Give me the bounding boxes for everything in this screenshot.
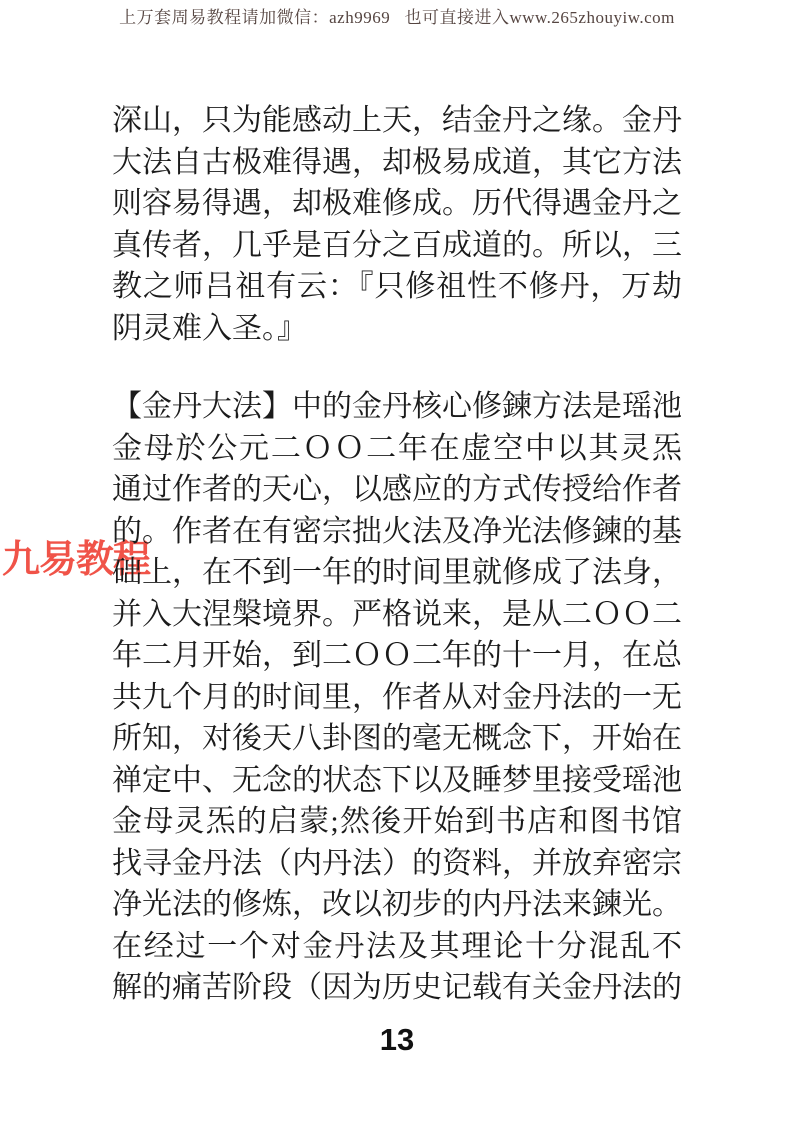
text-line: 金母灵炁的启蒙;然後开始到书店和图书馆: [112, 805, 682, 838]
text-line: 所知，对後天八卦图的毫无概念下，开始在: [112, 722, 682, 755]
text-line: 净光法的修炼，改以初步的内丹法来鍊光。: [112, 888, 682, 921]
text-line: 年二月开始，到二ＯＯ二年的十一月，在总: [112, 639, 682, 672]
text-line: 的。作者在有密宗拙火法及净光法修鍊的基: [112, 514, 682, 548]
text-line: 禅定中、无念的状态下以及睡梦里接受瑶池: [112, 763, 682, 797]
text-line: 解的痛苦阶段（因为历史记载有关金丹法的: [112, 971, 682, 1004]
text-line: 金母於公元二ＯＯ二年在虚空中以其灵炁: [112, 431, 682, 465]
text-line: 深山，只为能感动上天，结金丹之缘。金丹: [112, 104, 682, 137]
body-text: [112, 100, 682, 1009]
text-line: 在经过一个对金丹法及其理论十分混乱不: [112, 929, 682, 963]
page-number: 13: [379, 1022, 415, 1057]
text-line: 教之师吕祖有云：『只修祖性不修丹，万劫: [112, 270, 682, 303]
text-line: 大法自古极难得遇，却极易成道，其它方法: [112, 145, 682, 179]
watermark-text: 九易教程: [2, 539, 151, 581]
paragraph-2: [112, 386, 682, 1009]
paragraph-1: [112, 100, 682, 349]
text-line: 真传者，几乎是百分之百成道的。所以，三: [112, 228, 682, 262]
text-line: 则容易得遇，却极难修成。历代得遇金丹之: [112, 187, 682, 220]
header-promo-text: 上万套周易教程请加微信：azh9969 也可直接进入www.265zhouyiw.com: [119, 8, 675, 27]
text-line: 找寻金丹法（内丹法）的资料，并放弃密宗: [112, 846, 682, 880]
text-line: 【金丹大法】中的金丹核心修鍊方法是瑶池: [112, 390, 682, 423]
text-line: 通过作者的天心，以感应的方式传授给作者: [112, 473, 682, 506]
text-line: 阴灵难入圣。』: [112, 311, 307, 345]
text-line: 并入大涅槃境界。严格说来，是从二ＯＯ二: [112, 597, 682, 631]
text-line: 础上，在不到一年的时间里就修成了法身，: [112, 556, 682, 589]
text-line: 共九个月的时间里，作者从对金丹法的一无: [112, 680, 682, 714]
